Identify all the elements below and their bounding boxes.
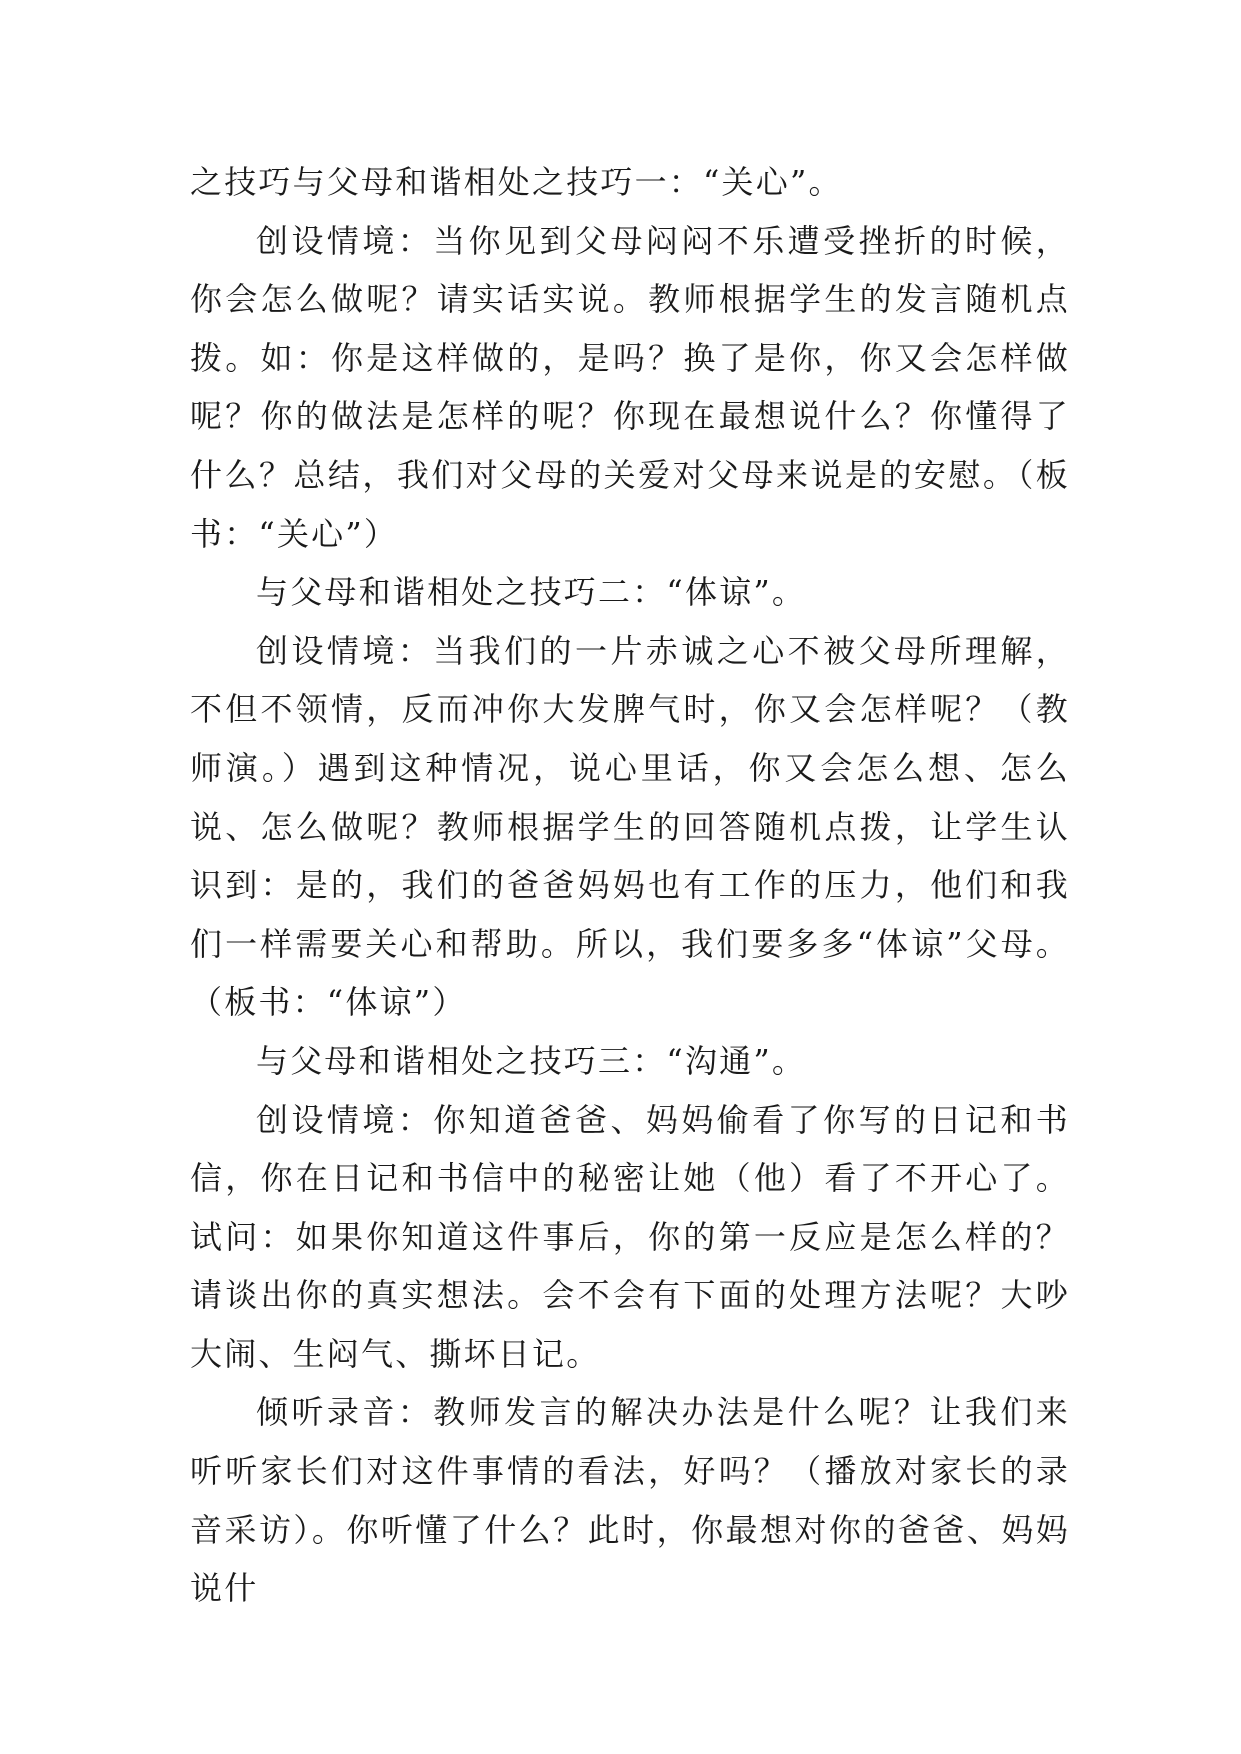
- paragraph-listening-recording: 倾听录音：教师发言的解决办法是什么呢？让我们来听听家长们对这件事情的看法，好吗？（播放对家长的录音采访）。你听懂了什么？此时，你最想对你的爸爸、妈妈说什: [190, 1393, 1070, 1608]
- document-body: [190, 153, 1070, 1618]
- paragraph-scenario-understanding: 创设情境：当我们的一片赤诚之心不被父母所理解，不但不领情，反而冲你大发脾气时，你又会怎样呢？（教师演。）遇到这种情况，说心里话，你又会怎么想、怎么说、怎么做呢？教师根据学生的回答随机点拨，让学生认识到：是的，我们的爸爸妈妈也有工作的压力，他们和我们一样需要关心和帮助。所以，我们要多多“体谅”父母。（板书：“体谅”）: [190, 631, 1070, 1022]
- paragraph-intro-skill-one: 之技巧与父母和谐相处之技巧一：“关心”。: [190, 163, 843, 201]
- paragraph-skill-two-heading: 与父母和谐相处之技巧二：“体谅”。: [256, 573, 807, 612]
- paragraph-scenario-communication: 创设情境：你知道爸爸、妈妈偷看了你写的日记和书信，你在日记和书信中的秘密让她（他）看了不开心了。试问：如果你知道这件事后，你的第一反应是怎么样的？请谈出你的真实想法。会不会有下面的处理方法呢？大吵大闹、生闷气、撕坏日记。: [190, 1100, 1070, 1373]
- paragraph-skill-three-heading: 与父母和谐相处之技巧三：“沟通”。: [256, 1041, 807, 1080]
- paragraph-scenario-care: 创设情境：当你见到父母闷闷不乐遭受挫折的时候，你会怎么做呢？请实话实说。教师根据学生的发言随机点拨。如：你是这样做的，是吗？换了是你，你又会怎样做呢？你的做法是怎样的呢？你现在最想说什么？你懂得了什么？总结，我们对父母的关爱对父母来说是的安慰。（板书：“关心”）: [190, 221, 1070, 553]
